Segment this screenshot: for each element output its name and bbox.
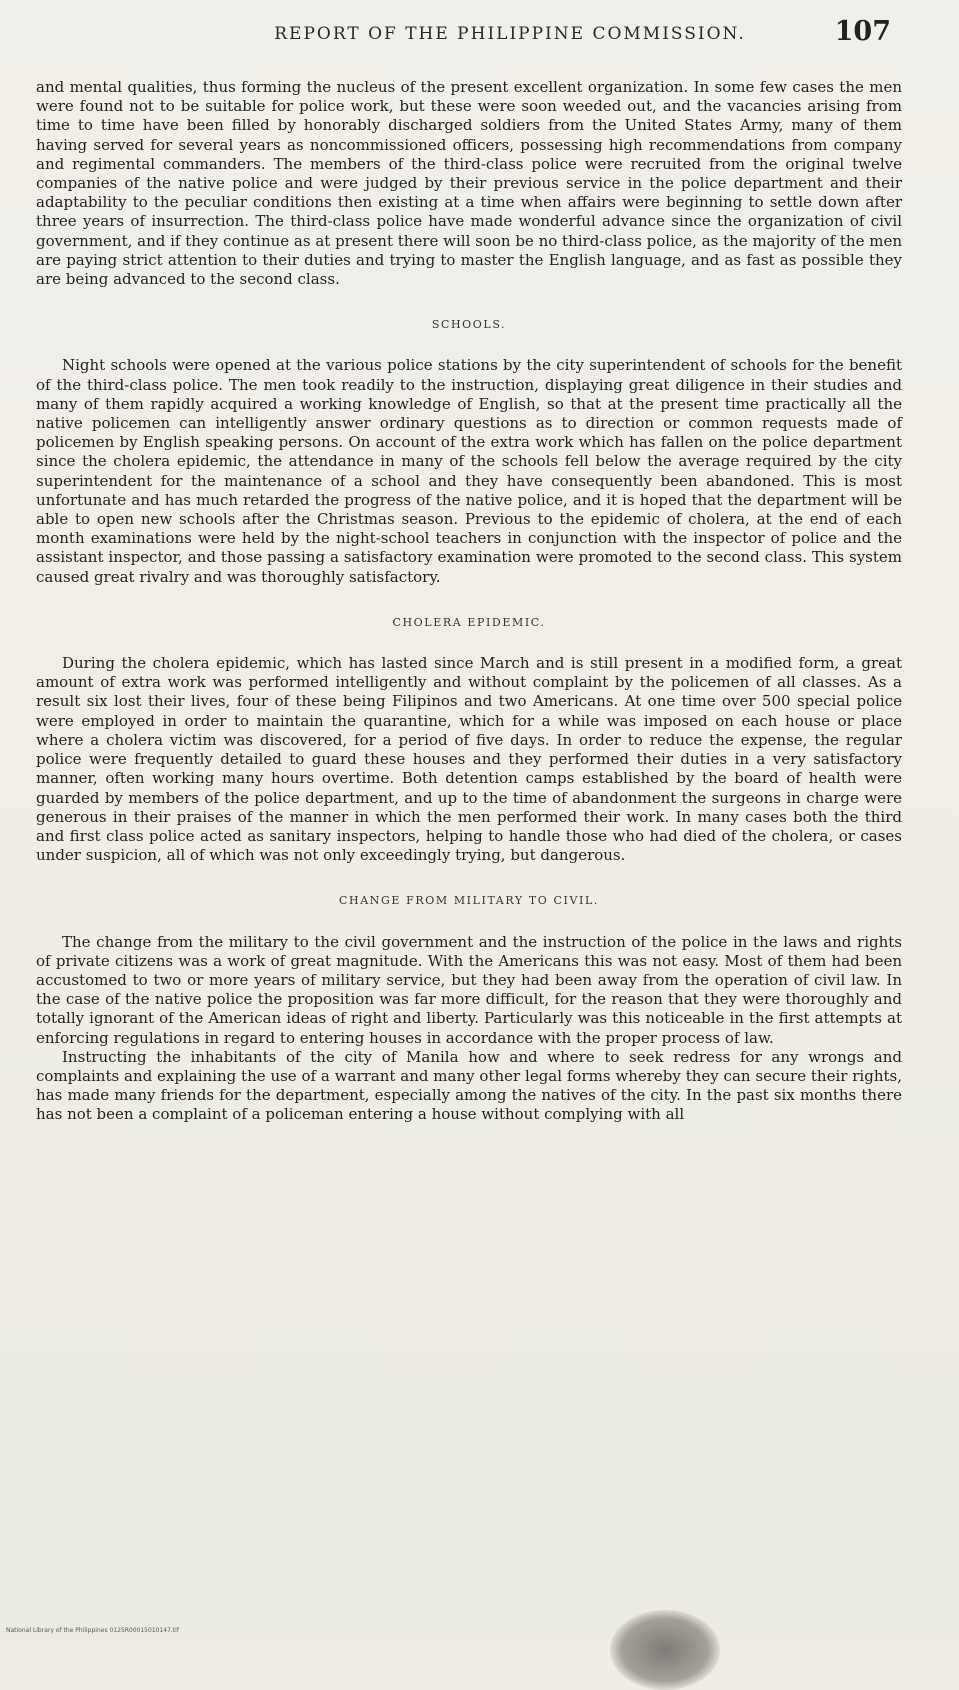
scan-source-note: National Library of the Philippines 0125R00015010147.tif — [6, 1627, 179, 1634]
scanner-thumb-shadow — [610, 1610, 720, 1690]
running-title: REPORT OF THE PHILIPPINE COMMISSION. — [274, 24, 746, 44]
schools-paragraph: Night schools were opened at the various police stations by the city superintendent of schools for the benefit of the third-class police. The men took readily to the instruction, displaying great diligence in their studies and many of them rapidly acquired a working knowledge of English, so that at the present time practically all the native policemen can intelligently answer ordinary questions as to direction or common requests made of policemen by English speaking persons. On account of the extra work which has fallen on the police department since the cholera epidemic, the attendance in many of the schools fell below the average required by the city superintendent for the maintenance of a school and they have consequently been abandoned. This is most unfortunate and has much retarded the progress of the native police, and it is hoped that the department will be able to open new schools after the Christmas season. Previous to the epidemic of cholera, at the end of each month examinations were held by the night-school teachers in conjunction with the inspector of police and the assistant inspector, and those passing a satisfactory examination were promoted to the second class. This system caused great rivalry and was thoroughly satisfactory. — [36, 356, 902, 586]
section-heading-change: CHANGE FROM MILITARY TO CIVIL. — [339, 894, 599, 908]
cholera-paragraph: During the cholera epidemic, which has lasted since March and is still present in a modified form, a great amount of extra work was performed intelligently and without complaint by the policemen of all classes. As a result six lost their lives, four of these being Filipinos and two Americans. At one time over 500 special police were employed in order to maintain the quarantine, which for a while was imposed on each house or place where a cholera victim was discovered, for a period of five days. In order to reduce the expense, the regular police were frequently detailed to guard these houses and they performed their duties in a very satisfactory manner, often working many hours overtime. Both detention camps established by the board of health were guarded by members of the police department, and up to the time of abandonment the surgeons in charge were generous in their praises of the manner in which the men performed their work. In many cases both the third and first class police acted as sanitary inspectors, helping to handle those who had died of the cholera, or cases under suspicion, all of which was not only exceedingly trying, but dangerous. — [36, 654, 902, 865]
intro-paragraph: and mental qualities, thus forming the nucleus of the present excellent organization. In some few cases the men were found not to be suitable for police work, but these were soon weeded out, and the vacancies arising from time to time have been filled by honorably discharged soldiers from the United States Army, many of them having served for several years as noncommissioned officers, possessing high recommendations from company and regimental commanders. The members of the third-class police were recruited from the original twelve companies of the native police and were judged by their previous service in the police department and their adaptability to the peculiar conditions then existing at a time when affairs were beginning to settle down after three years of insurrection. The third-class police have made wonderful advance since the organization of civil government, and if they continue as at present there will soon be no third-class police, as the majority of the men are paying strict attention to their duties and trying to master the English language, and as fast as possible they are being advanced to the second class. — [36, 78, 902, 289]
section-heading-schools: SCHOOLS. — [431, 318, 507, 332]
change-paragraph-2: Instructing the inhabitants of the city of Manila how and where to seek redress for any wrongs and complaints and explaining the use of a warrant and many other legal forms whereby they can secure their rights, has made many friends for the department, especially among the natives of the city. In the past six months there has not been a complaint of a policeman entering a house without complying with all — [36, 1047, 902, 1124]
page-number: 107 — [834, 16, 891, 47]
change-paragraph-1: The change from the military to the civil government and the instruction of the police in the laws and rights of private citizens was a work of great magnitude. With the Americans this was not easy. Most of them had been accustomed to two or more years of military service, but they had been away from the operation of civil law. In the case of the native police the proposition was far more difficult, for the reason that they were thoroughly and totally ignorant of the American ideas of right and liberty. Particularly was this noticeable in the first attempts at enforcing regulations in regard to entering houses in accordance with the proper process of law. — [36, 932, 902, 1047]
section-heading-cholera: CHOLERA EPIDEMIC. — [392, 615, 546, 629]
page-body — [36, 78, 902, 1125]
